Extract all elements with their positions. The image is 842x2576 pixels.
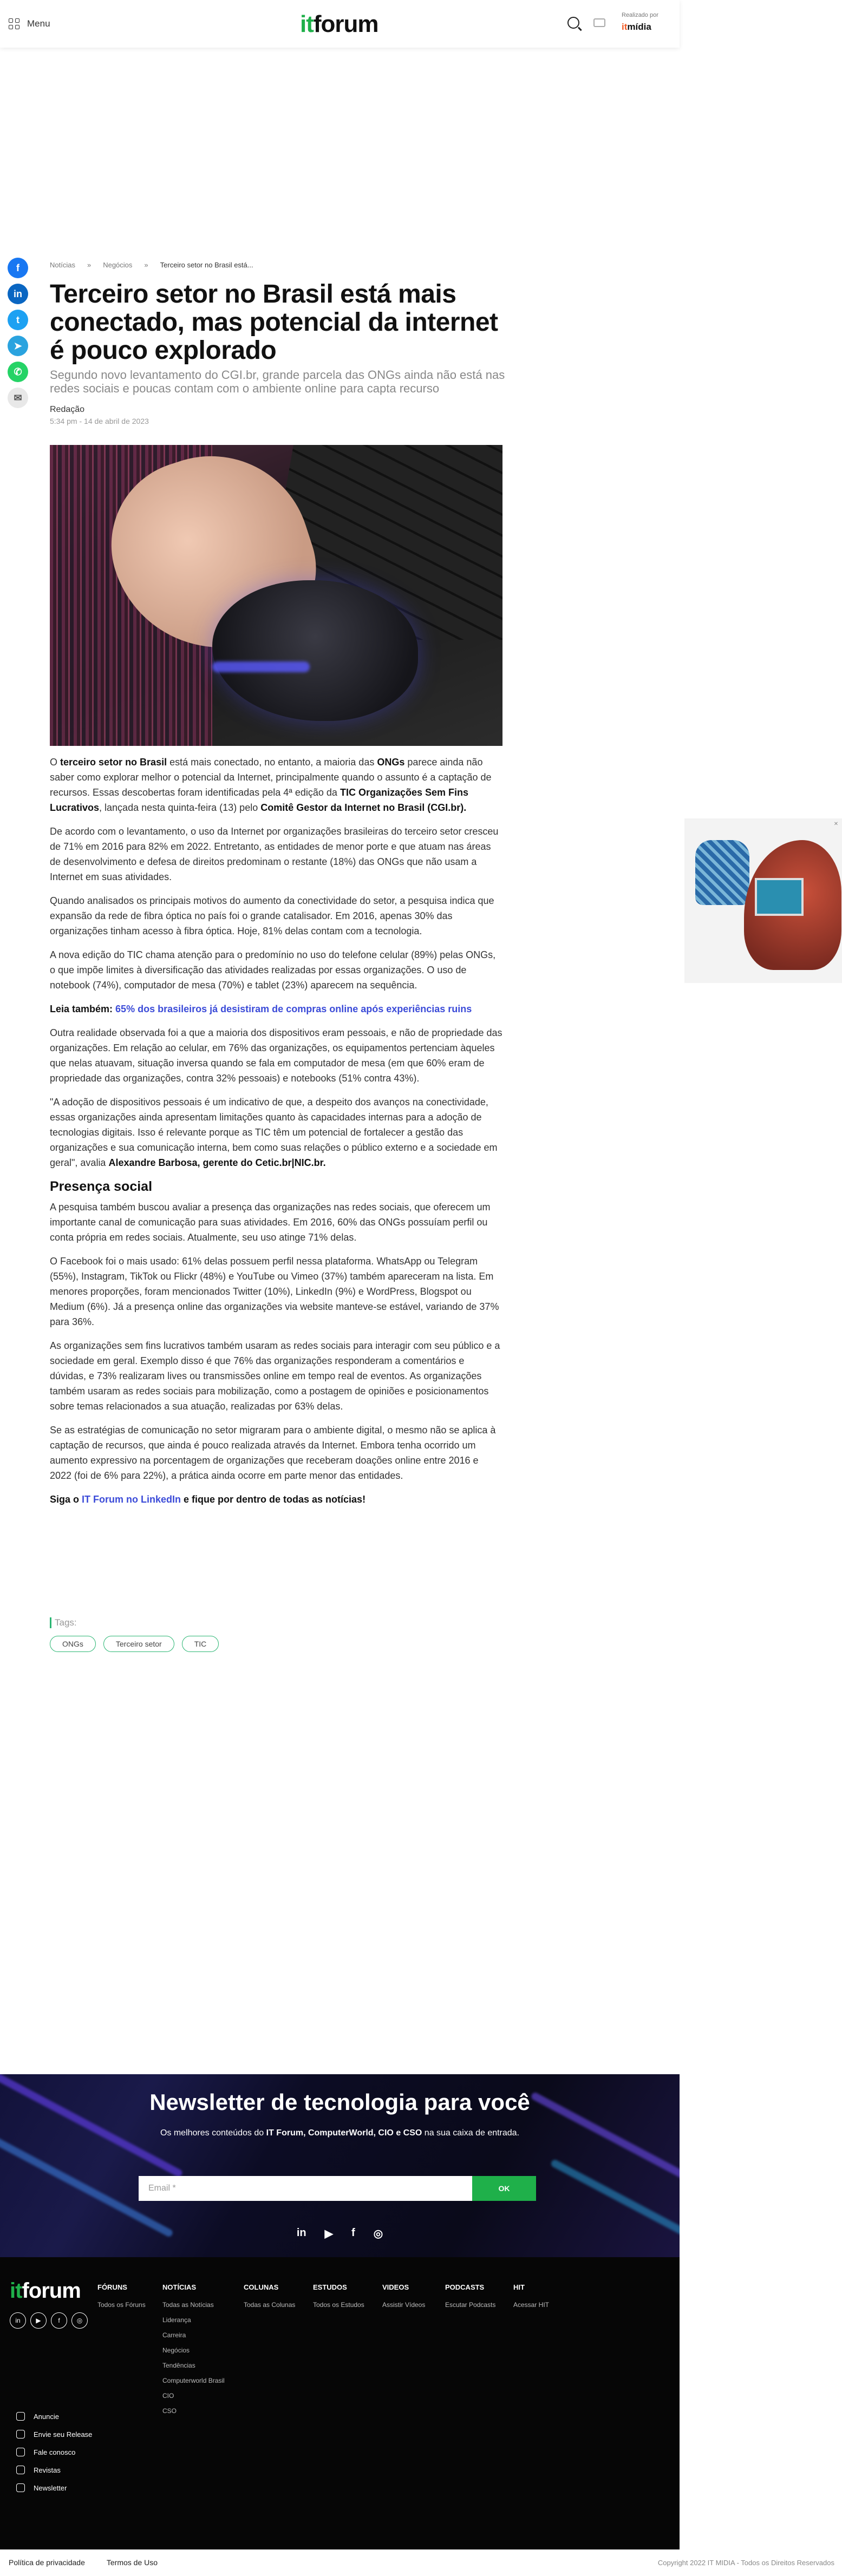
linkedin-share-icon[interactable]: in [8,284,28,304]
facebook-icon[interactable]: f [351,2227,355,2239]
search-icon[interactable] [567,17,579,29]
footer-column [313,2283,364,2316]
ad-backpack-art [695,840,749,905]
article-date: 5:34 pm - 14 de abril de 2023 [50,417,149,425]
quote-text: "A adoção de dispositivos pessoais é um indicativo de que, a despeito dos avanços na conectividade, essas organizações ainda apresentam limitações quanto às capacidades internas para a adoção de tecnologias digitais. Isso é relevante porque as TIC têm um potencial de fortalecer a gestão das organizações e sua comunicação interna, bem como suas relações o público externo e a sociedade em geral", avalia [50,1097,498,1168]
footer-link[interactable]: Carreira [162,2331,186,2339]
footer-link[interactable]: Acessar HIT [513,2301,550,2309]
paragraph-3: Quando analisados os principais motivos do aumento da conectividade do setor, a pesquisa indica que expansão da rede de fibra óptica no país foi o grande catalisador. Em 2016, apenas 30% das organizações tinham acesso à fibra óptica. Hoje, 81% delas contam com a tecnologia. [50,895,494,936]
footer-column [513,2283,549,2316]
whatsapp-share-icon[interactable]: ✆ [8,362,28,382]
youtube-icon[interactable]: ▶ [30,2312,47,2329]
footer-link[interactable]: CSO [162,2407,177,2415]
footer-link-icon [16,2430,25,2439]
breadcrumb-separator: » [144,261,148,269]
footer-utility-link[interactable] [16,2412,92,2421]
footer-utility-link[interactable] [16,2448,92,2456]
read-also [50,1001,502,1017]
newsletter-email-input[interactable] [139,2176,472,2201]
paragraph-6 [50,1094,502,1170]
youtube-icon[interactable]: ▶ [324,2228,334,2240]
facebook-share-icon[interactable]: f [8,258,28,278]
paragraph-1 [50,755,502,815]
tag-ongs[interactable]: ONGs [50,1636,96,1652]
footer-utility-label: Anuncie [34,2412,59,2421]
realized-by-label: Realizado por [622,12,658,18]
breadcrumb-separator: » [87,261,92,269]
follow-cta [50,1492,502,1507]
footer-link[interactable]: Todos os Estudos [313,2301,364,2309]
footer-column-title: VIDEOS [382,2283,409,2291]
logo-it: it [300,11,314,37]
footer-column-title: ESTUDOS [313,2283,347,2291]
quote-author: Alexandre Barbosa, gerente do Cetic.br|NIC.br. [108,1157,326,1168]
linkedin-icon[interactable]: in [10,2312,26,2329]
paragraph-7: A pesquisa também buscou avaliar a presença das organizações nas redes sociais, que oferecem um importante canal de comunicação para suas atividades. Em 2016, 60% das ONGs possuíam perfil ou conta própria em redes sociais. Atualmente, seu uso atinge 71% delas. [50,1202,491,1243]
bottom-bar [0,2549,842,2576]
bold-text: Comitê Gestor da Internet no Brasil (CGI.br). [260,802,467,813]
newsletter-subtitle [0,2128,680,2138]
footer-link[interactable]: Negócios [162,2346,190,2354]
text: Os melhores conteúdos do [160,2128,266,2138]
menu-button[interactable] [9,18,50,29]
text: parece ainda não saber como explorar melhor o potencial da Internet, principalmente quando o assunto é a captação de recursos. Essas descobertas foram identificadas pela 4ª edição da [50,757,492,798]
linkedin-follow-link[interactable]: IT Forum no LinkedIn [82,1494,181,1505]
hero-mouse [212,580,418,721]
ad-close-icon[interactable]: ✕ [833,821,839,827]
article-author[interactable]: Redação [50,405,85,414]
itmidia-logo[interactable] [622,22,651,32]
footer-utility-label: Newsletter [34,2483,67,2492]
privacy-link[interactable]: Política de privacidade [9,2558,85,2567]
footer-utility-link[interactable] [16,2483,92,2492]
site-header [0,0,680,48]
newsletter-mail-icon[interactable] [593,18,605,27]
itmidia-name: mídia [627,22,651,32]
follow-text: e fique por dentro de todas as notícias! [181,1494,366,1505]
section-heading: Presença social [50,1179,153,1194]
paragraph-4: A nova edição do TIC chama atenção para o predomínio no uso do telefone celular (89%) pelas ONGs, o que impõe limites à diversificação das atividades realizadas por essas organizações. O uso de notebook (74%), computador de mesa (70%) e tablet (23%) aparecem na sequência. [50,949,496,991]
email-share-icon[interactable]: ✉ [8,388,28,408]
paragraph-5: Outra realidade observada foi a que a maioria dos dispositivos eram pessoais, e não de propriedade das organizações. Em relação ao celular, em 76% das organizações, os equipamentos pertenciam àqueles que nelas atuavam, situação inversa quando se fala em computador de mesa (em que 60% eram de propriedade das organizações, contra 32% pessoais) e notebooks (51% contra 43%). [50,1027,502,1084]
footer-link-icon [16,2483,25,2492]
footer-utility-link[interactable] [16,2430,92,2439]
footer-column [97,2283,146,2316]
share-bar [8,258,28,408]
legal-links [9,2558,158,2567]
text: , lançada nesta quinta-feira (13) pelo [99,802,261,813]
telegram-share-icon[interactable]: ➤ [8,336,28,356]
site-footer [0,2257,680,2549]
footer-column-title: PODCASTS [445,2283,485,2291]
hero-image [50,445,502,746]
instagram-icon[interactable]: ◎ [373,2228,383,2240]
text: na sua caixa de entrada. [422,2128,520,2138]
paragraph-10: Se as estratégias de comunicação no setor migraram para o ambiente digital, o mesmo não se aplica à captação de recursos, que ainda é pouco realizada através da Internet. Embora tenha ocorrido um aumento expressivo na porcentagem de organizações que receberam doações online entre 2016 e 2022 (foi de 6% para 22%), a prática ainda ocorre em parte menor das entidades. [50,1425,496,1481]
copyright: Copyright 2022 IT MIDIA - Todos os Direitos Reservados [657,2559,834,2567]
breadcrumb [50,261,253,269]
twitter-share-icon[interactable]: t [8,310,28,330]
itmidia-it: it [622,22,628,32]
footer-link-icon [16,2466,25,2474]
facebook-icon[interactable]: f [51,2312,67,2329]
read-also-label: Leia também: [50,1004,116,1014]
menu-label: Menu [27,18,50,29]
itforum-logo[interactable] [300,11,378,38]
footer-link-icon [16,2448,25,2456]
paragraph-9: As organizações sem fins lucrativos também usaram as redes sociais para interagir com seu público e a sociedade em geral. Exemplo disso é que 76% das organizações responderam a comentários e dúvidas, e 73% realizaram lives ou transmissões online em tempo real de eventos. As organizações também usaram as redes sociais para mobilização, como a postagem de opiniões e posicionamentos sobre temas relacionados a sua atuação, realizadas por 63% delas. [50,1340,500,1412]
footer-link[interactable]: Liderança [162,2316,191,2324]
footer-column-title: HIT [513,2283,525,2291]
grid-menu-icon [9,18,19,29]
footer-utility-label: Revistas [34,2466,61,2474]
tag-list [50,1636,219,1652]
article-title: Terceiro setor no Brasil está mais conectado, mas potencial da internet é pouco explorado [50,280,498,365]
tag-tic[interactable]: TIC [182,1636,219,1652]
footer-link[interactable]: Todos os Fóruns [97,2301,146,2309]
footer-column [244,2283,295,2316]
footer-logo[interactable] [10,2279,81,2303]
footer-link[interactable]: Todas as Colunas [244,2301,296,2309]
article-body [50,755,502,1516]
tags-label: Tags: [50,1617,77,1628]
footer-link[interactable]: CIO [162,2392,174,2400]
footer-utility-label: Envie seu Release [34,2430,93,2439]
footer-column [162,2283,225,2422]
paragraph-8: O Facebook foi o mais usado: 61% delas possuem perfil nessa plataforma. WhatsApp ou Telegram (55%), Instagram, TikTok ou Flickr (48%) e YouTube ou Vimeo (37%) também apareceram na lista. Em menores proporções, foram mencionados Twitter (10%), LinkedIn (9%) e WordPress, Blogspot ou Medium (6%). Já a presença online das organizações via website manteve-se estável, variando de 37% para 36%. [50,1256,499,1327]
footer-link-icon [16,2412,25,2421]
footer-utility-label: Fale conosco [34,2448,76,2456]
footer-social [10,2312,88,2329]
ad-screen-art [755,878,804,916]
logo-forum: forum [313,11,378,37]
footer-link[interactable]: Computerworld Brasil [162,2377,225,2384]
terms-link[interactable]: Termos de Uso [106,2558,158,2567]
breadcrumb-negocios[interactable]: Negócios [103,261,133,269]
footer-link[interactable]: Escutar Podcasts [445,2301,496,2309]
footer-logo-it: it [10,2279,22,2303]
follow-text: Siga o [50,1494,82,1505]
newsletter-title: Newsletter de tecnologia para você [149,2089,530,2115]
footer-link[interactable]: Assistir Vídeos [382,2301,426,2309]
footer-links [16,2412,92,2501]
linkedin-icon[interactable]: in [296,2227,306,2239]
breadcrumb-current: Terceiro setor no Brasil está... [160,261,253,269]
article-subtitle: Segundo novo levantamento do CGI.br, grande parcela das ONGs ainda não está nas redes sociais e poucas contam com o ambiente online para capta recurso [50,368,505,395]
breadcrumb-noticias[interactable]: Notícias [50,261,75,269]
footer-column [445,2283,495,2316]
text: O [50,757,61,768]
footer-logo-forum: forum [22,2279,81,2303]
footer-link[interactable]: Todas as Notícias [162,2301,214,2309]
footer-column-title: FÓRUNS [97,2283,127,2291]
newsletter-social [0,2227,680,2240]
bold-text: terceiro setor no Brasil [60,757,167,768]
footer-link[interactable]: Tendências [162,2362,195,2369]
text: está mais conectado, no entanto, a maioria das [167,757,377,768]
instagram-icon[interactable]: ◎ [71,2312,88,2329]
newsletter-form [139,2176,536,2201]
footer-column-title: COLUNAS [244,2283,279,2291]
bold-text: IT Forum, ComputerWorld, CIO e CSO [266,2128,422,2138]
paragraph-2: De acordo com o levantamento, o uso da Internet por organizações brasileiras do terceiro setor cresceu de 71% em 2016 para 82% em 2022. Entretanto, as entidades de menor porte e que atuam nas áreas de desenvolvimento e defesa de direitos predominam o restante (18%) das ONGs que não usam a Internet em suas atividades. [50,826,499,882]
bold-text: TIC Organizações Sem Fins Lucrativos [50,787,469,813]
footer-utility-link[interactable] [16,2466,92,2474]
read-also-link[interactable]: 65% dos brasileiros já desistiram de compras online após experiências ruins [115,1004,472,1014]
newsletter-submit-button[interactable]: OK [472,2176,536,2201]
footer-column-title: NOTÍCIAS [162,2283,197,2291]
hero-mouse-glow [212,661,310,672]
side-ad[interactable] [684,818,842,983]
bold-text: ONGs [377,757,405,768]
newsletter-section [0,2074,680,2257]
footer-column [382,2283,425,2316]
tag-terceiro-setor[interactable]: Terceiro setor [103,1636,174,1652]
